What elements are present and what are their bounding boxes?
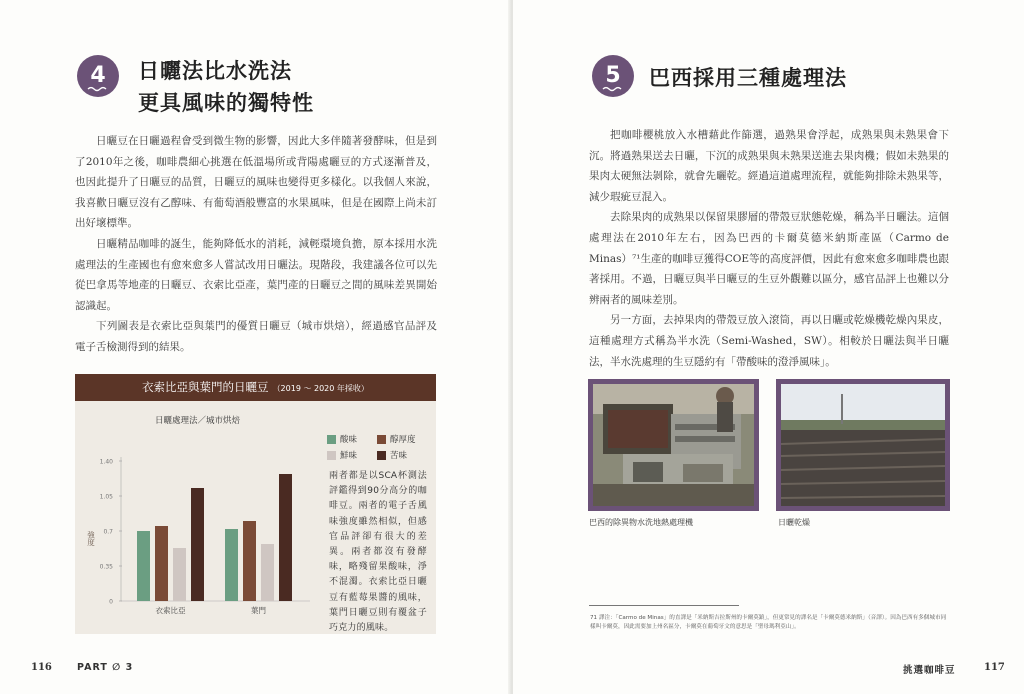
y-axis-label: 強度 xyxy=(86,531,96,546)
paragraph: 日曬精品咖啡的誕生，能夠降低水的消耗，減輕環境負擔，原本採用水洗處理法的生產國也有愈來愈多人嘗試改用日曬法。現階段，我建議各位可以先從巴拿馬等地產的日曬豆、衣索比亞產，葉門產的日曬豆之間的風味差異開始認識起。 xyxy=(75,237,437,312)
section-number-badge xyxy=(77,55,119,97)
photo-sun-drying xyxy=(776,379,950,511)
legend-label: 苦味 xyxy=(390,451,408,461)
paragraph: 另一方面，去掉果肉的帶殼豆放入滾筒，再以日曬或乾燥機乾燥內果皮，這種處理方式稱為半水洗（Semi-Washed，SW）。相較於日曬法與半日曬法，半水洗處理的生豆隱約有「帶酸味的澄淨風味」。 xyxy=(589,314,949,368)
chart-header-subtitle: （2019 ～ 2020 年採收） xyxy=(272,384,369,393)
bar-chart xyxy=(75,401,325,634)
left-page xyxy=(0,0,511,694)
section-number: 5 xyxy=(605,63,621,88)
legend-swatch xyxy=(327,435,336,444)
legend-row xyxy=(327,431,427,447)
legend-item xyxy=(377,447,427,463)
x-category-label: 葉門 xyxy=(251,606,266,615)
running-head: PART ∅ 3 xyxy=(77,662,134,673)
section-title-line1: 日曬法比水洗法 xyxy=(138,59,292,83)
photo-washing-machine xyxy=(588,379,759,511)
legend-label: 酸味 xyxy=(340,435,358,445)
y-tick-label: 0.7 xyxy=(103,528,113,536)
legend-swatch xyxy=(377,435,386,444)
legend-item xyxy=(377,431,427,447)
running-head: 挑選咖啡豆 xyxy=(903,665,956,676)
section-number: 4 xyxy=(90,63,106,88)
x-category-label: 衣索比亞 xyxy=(155,606,186,615)
legend-swatch xyxy=(377,451,386,460)
section-title xyxy=(138,55,314,119)
y-tick-label: 0 xyxy=(109,598,113,606)
paragraph: 把咖啡櫻桃放入水槽藉此作篩選，過熟果會浮起，成熟果與未熟果會下沉。將過熟果送去日曬，下沉的成熟果與未熟果送進去果肉機；假如未熟果的果肉太硬無法剝除，就會先曬乾。經過這道處理流程，就能夠排除未熟果等，減少瑕疵豆混入。 xyxy=(589,129,949,203)
section-title-line2: 更具風味的獨特性 xyxy=(138,91,314,115)
legend-label: 醇厚度 xyxy=(390,435,416,445)
footnote: 71 譯注：「Carmo de Minas」的直譯是「米納斯吉拉斯州的卡爾莫鎮」，但更常見的譯名是「卡爾莫德米納斯」（音譯）。因為巴西有多個城市同樣叫卡爾莫，因此需要加上州名區分，卡爾莫在葡萄牙文的意思是「聖母瑪利亞山」。 xyxy=(590,615,947,630)
legend-label: 鮮味 xyxy=(340,451,358,461)
body-text xyxy=(75,131,437,358)
page-number: 117 xyxy=(984,662,1005,673)
bar-苦味-葉門 xyxy=(279,474,292,601)
right-page xyxy=(513,0,1024,694)
bar-醇厚度-葉門 xyxy=(243,521,256,601)
legend-row xyxy=(327,447,427,463)
chart-header xyxy=(75,374,436,401)
bar-酸味-葉門 xyxy=(225,529,238,601)
chart-header-title: 衣索比亞與葉門的日曬豆 xyxy=(142,380,269,394)
legend-item xyxy=(327,447,377,463)
y-tick-label: 1.05 xyxy=(99,493,113,501)
wave-icon xyxy=(602,86,624,92)
bar-酸味-衣索比亞 xyxy=(137,531,150,601)
bar-苦味-衣索比亞 xyxy=(191,488,204,601)
legend-item xyxy=(327,431,377,447)
wave-icon xyxy=(87,86,109,92)
y-tick-label: 1.40 xyxy=(99,458,113,466)
chart-legend xyxy=(327,431,427,463)
sun-drying-illustration xyxy=(781,384,945,506)
section-title: 巴西採用三種處理法 xyxy=(649,66,847,90)
section-number-badge xyxy=(592,55,634,97)
paragraph: 日曬豆在日曬過程會受到微生物的影響，因此大多伴隨著發酵味，但是到了2010年之後，咖啡農細心挑選在低溫場所或背陽處曬豆的方式逐漸普及，也因此提升了日曬豆的品質，日曬豆的風味也變得更多樣化。以我個人來說，我喜歡日曬豆沒有乙醇味、有葡萄酒般豐富的水果風味，但是在國際上尚未訂出好壞標準。 xyxy=(75,135,437,230)
photo-caption: 巴西的除異物水洗地熱處理機 xyxy=(589,518,693,527)
photo-caption: 日曬乾燥 xyxy=(778,518,810,527)
page-number: 116 xyxy=(31,662,52,673)
body-text xyxy=(589,125,949,372)
chart-note: 兩者都是以SCA杯測法評鑑得到90分高分的咖啡豆。兩者的電子舌風味強度雖然相似，但感官品評卻有很大的差異。兩者都沒有發酵味，略殘留果酸味，淨不混濁。衣索比亞日曬豆有藍莓果醬的風味，葉門日曬豆則有覆盆子巧克力的風味。 xyxy=(329,471,427,634)
y-tick-label: 0.35 xyxy=(99,563,113,571)
footnote-rule xyxy=(589,605,739,606)
chart-box xyxy=(75,374,436,634)
paragraph: 下列圖表是衣索比亞與葉門的優質日曬豆（城市烘焙），經過感官品評及電子舌檢測得到的結果。 xyxy=(75,320,437,353)
bar-鮮味-衣索比亞 xyxy=(173,548,186,601)
chart-title: 日曬處理法／城市烘焙 xyxy=(155,416,241,426)
bar-鮮味-葉門 xyxy=(261,544,274,601)
washing-machine-illustration xyxy=(593,384,754,506)
paragraph: 去除果肉的成熟果以保留果膠層的帶殼豆狀態乾燥，稱為半日曬法。這個處理法在2010年左右，因為巴西的卡爾莫德米納斯產區（Carmo de Minas）⁷¹生產的咖啡豆獲得COE等的高度評價，因此有愈來愈多咖啡農也跟著採用。不過，日曬豆與半日曬豆的生豆外觀難以區分，感官品評上也難以分辨兩者的風味差別。 xyxy=(589,211,949,306)
bar-醇厚度-衣索比亞 xyxy=(155,526,168,601)
legend-swatch xyxy=(327,451,336,460)
